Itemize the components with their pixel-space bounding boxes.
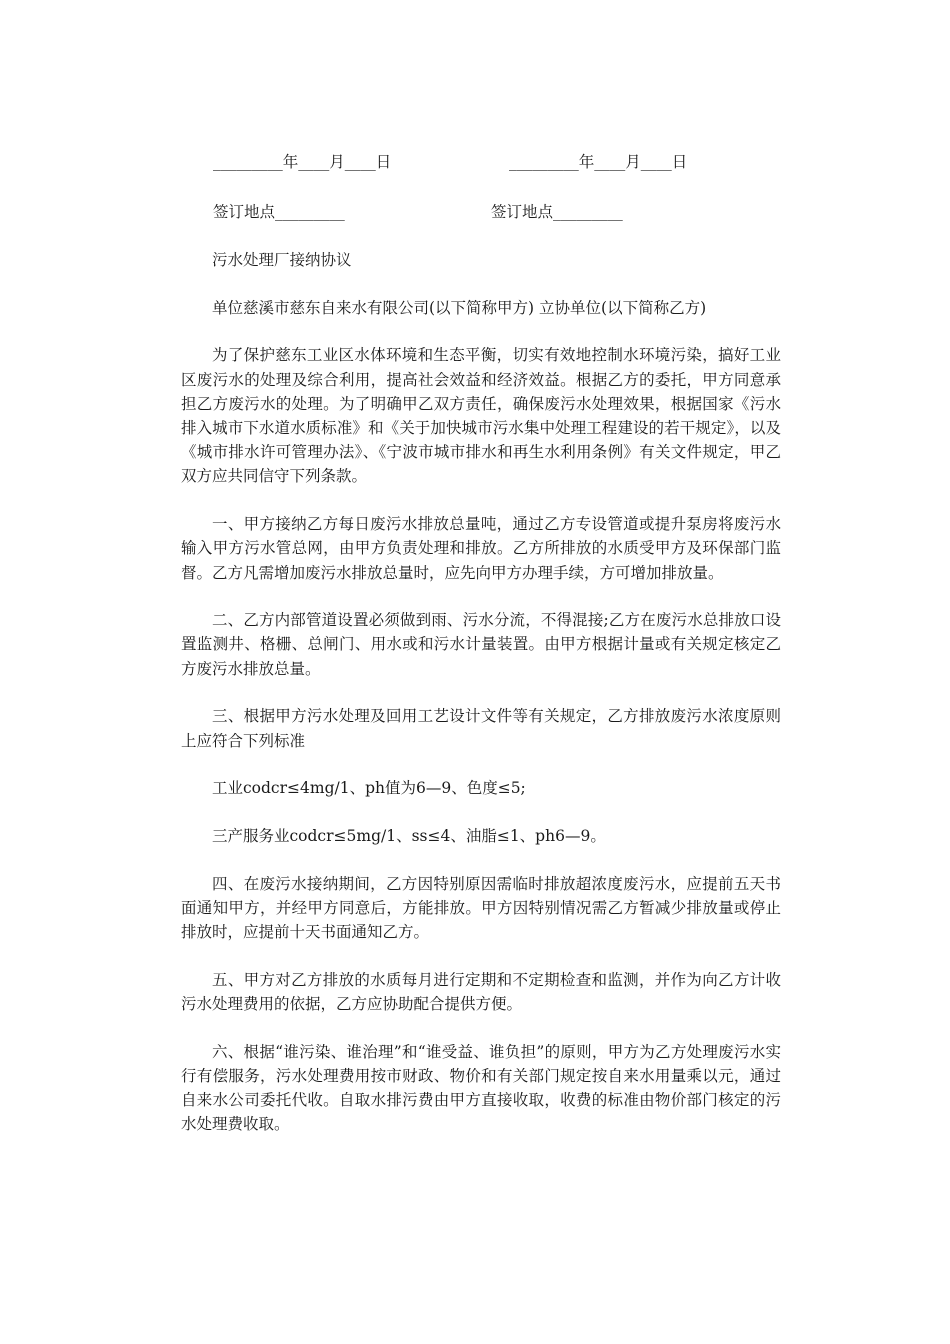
clause-1: 一、甲方接纳乙方每日废污水排放总量吨，通过乙方专设管道或提升泵房将废污水输入甲方污水管总网，由甲方负责处理和排放。乙方所排放的水质受甲方及环保部门监督。乙方凡需增加废污水排放总量时，应先向甲方办理手续，方可增加排放量。	[181, 515, 781, 582]
signing-place-left: 签订地点_________	[213, 203, 345, 221]
clause-4: 四、在废污水接纳期间，乙方因特别原因需临时排放超浓度废污水，应提前五天书面通知甲方，并经甲方同意后，方能排放。甲方因特别情况需乙方暂减少排放量或停止排放时，应提前十天书面通知乙方。	[181, 874, 781, 942]
document-content	[181, 148, 781, 1136]
preamble-paragraph: 为了保护慈东工业区水体环境和生态平衡，切实有效地控制水环境污染，搞好工业区废污水的处理及综合利用，提高社会效益和经济效益。根据乙方的委托，甲方同意承担乙方废污水的处理。为了明确甲乙双方责任，确保废污水处理效果，根据国家《污水排入城市下水道水质标准》和《关于加快城市污水集中处理工程建设的若干规定》，以及《城市排水许可管理办法》、《宁波市城市排水和再生水利用条例》有关文件规定，甲乙双方应共同信守下列条款。	[181, 346, 781, 486]
standard-industry: 工业codcr≤4mg/1、ph值为6—9、色度≤5;	[212, 779, 526, 798]
standard-service: 三产服务业codcr≤5mg/1、ss≤4、油脂≤1、ph6—9。	[212, 826, 606, 845]
signing-date-right: _________年____月____日	[509, 153, 688, 171]
signing-date-row	[181, 148, 781, 176]
clause-5: 五、甲方对乙方排放的水质每月进行定期和不定期检查和监测，并作为向乙方计收污水处理费用的依据，乙方应协助配合提供方便。	[181, 970, 781, 1013]
signing-place-row	[181, 198, 781, 226]
signing-place-right: 签订地点_________	[491, 203, 623, 221]
clause-2: 二、乙方内部管道设置必须做到雨、污水分流，不得混接;乙方在废污水总排放口设置监测井、格栅、总闸门、用水或和污水计量装置。由甲方根据计量或有关规定核定乙方废污水排放总量。	[181, 611, 781, 678]
clause-6: 六、根据“谁污染、谁治理”和“谁受益、谁负担”的原则，甲方为乙方处理废污水实行有偿服务，污水处理费用按市财政、物价和有关部门规定按自来水用量乘以元，通过自来水公司委托代收。自取水排污费由甲方直接收取，收费的标准由物价部门核定的污水处理费收取。	[181, 1042, 781, 1134]
parties-line: 单位慈溪市慈东自来水有限公司(以下简称甲方) 立协单位(以下简称乙方)	[212, 298, 707, 317]
clause-3: 三、根据甲方污水处理及回用工艺设计文件等有关规定，乙方排放废污水浓度原则上应符合下列标准	[181, 707, 781, 750]
document-title: 污水处理厂接纳协议	[212, 251, 352, 269]
signing-date-left: _________年____月____日	[213, 153, 392, 171]
